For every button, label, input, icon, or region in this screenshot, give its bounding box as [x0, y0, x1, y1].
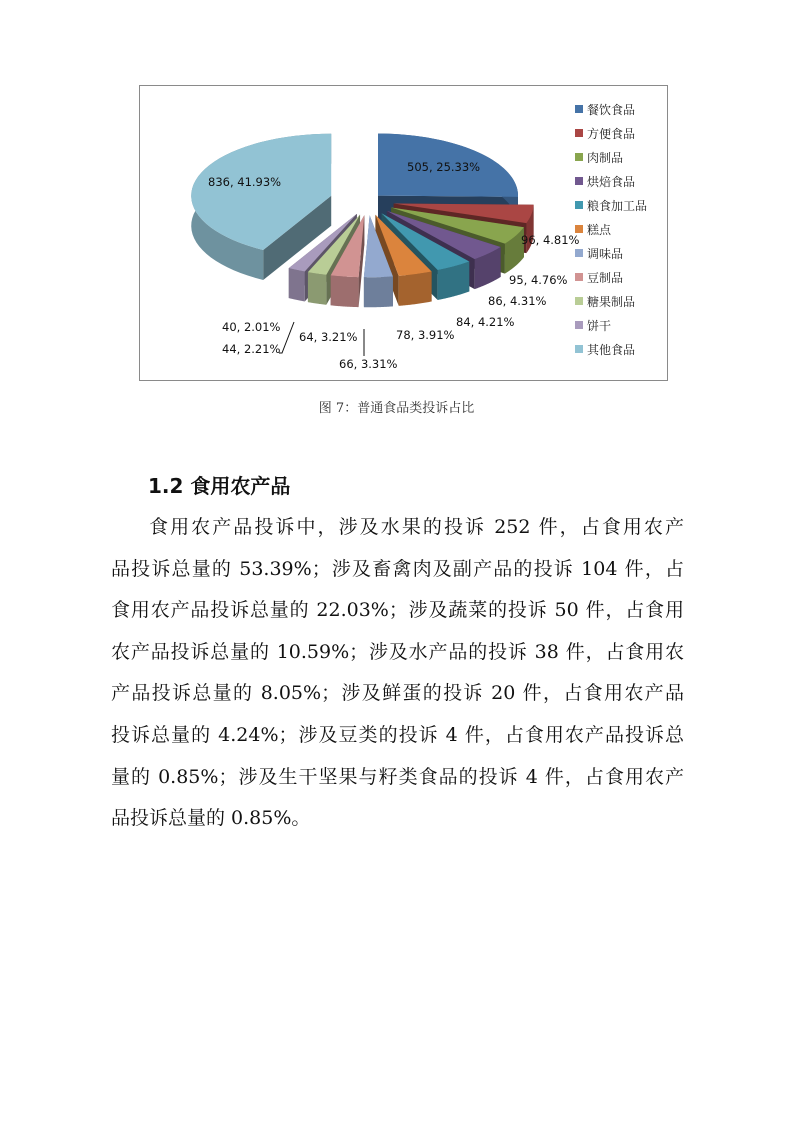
paragraph-line: 量的 0.85%；涉及生干坚果与籽类食品的投诉 4 件，占食用农产 — [111, 765, 684, 788]
legend-swatch — [575, 225, 583, 233]
figure-caption: 图 7：普通食品类投诉占比 — [318, 401, 475, 416]
slice-rim — [399, 271, 432, 305]
legend-label: 其他食品 — [587, 343, 636, 357]
legend-label: 方便食品 — [587, 127, 636, 141]
section-paragraph — [111, 507, 684, 840]
legend-swatch — [575, 105, 583, 113]
slice-rim — [364, 276, 393, 307]
paragraph-line: 食用农产品投诉总量的 22.03%；涉及蔬菜的投诉 50 件，占食用 — [111, 599, 684, 622]
data-label: 86, 4.31% — [488, 294, 547, 308]
data-label: 64, 3.21% — [299, 330, 358, 344]
paragraph-line: 投诉总量的 4.24%；涉及豆类的投诉 4 件，占食用农产品投诉总 — [111, 723, 684, 746]
legend-label: 烘焙食品 — [587, 175, 636, 189]
pie-chart — [139, 85, 668, 381]
slice-rim — [331, 275, 359, 307]
paragraph-line: 农产品投诉总量的 10.59%；涉及水产品的投诉 38 件，占食用农 — [111, 640, 684, 663]
legend-swatch — [575, 345, 583, 353]
legend-label: 调味品 — [587, 247, 624, 261]
data-label: 40, 2.01% — [222, 320, 281, 334]
legend-label: 饼干 — [587, 319, 612, 333]
paragraph-line: 品投诉总量的 53.39%；涉及畜禽肉及副产品的投诉 104 件，占 — [111, 557, 684, 580]
paragraph-line: 品投诉总量的 0.85%。 — [111, 807, 311, 830]
data-label: 836, 41.93% — [208, 175, 282, 189]
legend-label: 肉制品 — [587, 151, 624, 165]
legend-swatch — [575, 153, 583, 161]
legend-swatch — [575, 249, 583, 257]
pie-chart-svg — [140, 86, 669, 382]
legend-label: 餐饮食品 — [587, 103, 636, 117]
paragraph-line: 产品投诉总量的 8.05%；涉及鲜蛋的投诉 20 件，占食用农产品 — [111, 682, 684, 705]
legend-swatch — [575, 297, 583, 305]
paragraph-line: 食用农产品投诉中，涉及水果的投诉 252 件，占食用农产 — [149, 516, 684, 538]
slice-rim — [289, 268, 305, 301]
leader-line — [279, 322, 294, 353]
data-label: 44, 2.21% — [222, 342, 281, 356]
section-heading: 1.2 食用农产品 — [148, 474, 291, 498]
legend-swatch — [575, 177, 583, 185]
legend-label: 粮食加工品 — [587, 199, 648, 213]
legend-swatch — [575, 201, 583, 209]
legend-label: 糕点 — [587, 223, 612, 237]
legend-swatch — [575, 273, 583, 281]
legend-swatch — [575, 321, 583, 329]
slice-rim — [308, 272, 326, 305]
data-label: 78, 3.91% — [396, 328, 455, 342]
legend-label: 豆制品 — [587, 271, 624, 285]
legend-swatch — [575, 129, 583, 137]
data-label: 505, 25.33% — [407, 160, 481, 174]
legend-label: 糖果制品 — [587, 295, 636, 309]
data-label: 66, 3.31% — [339, 357, 398, 371]
data-label: 96, 4.81% — [521, 233, 580, 247]
data-label: 84, 4.21% — [456, 315, 515, 329]
data-label: 95, 4.76% — [509, 273, 568, 287]
